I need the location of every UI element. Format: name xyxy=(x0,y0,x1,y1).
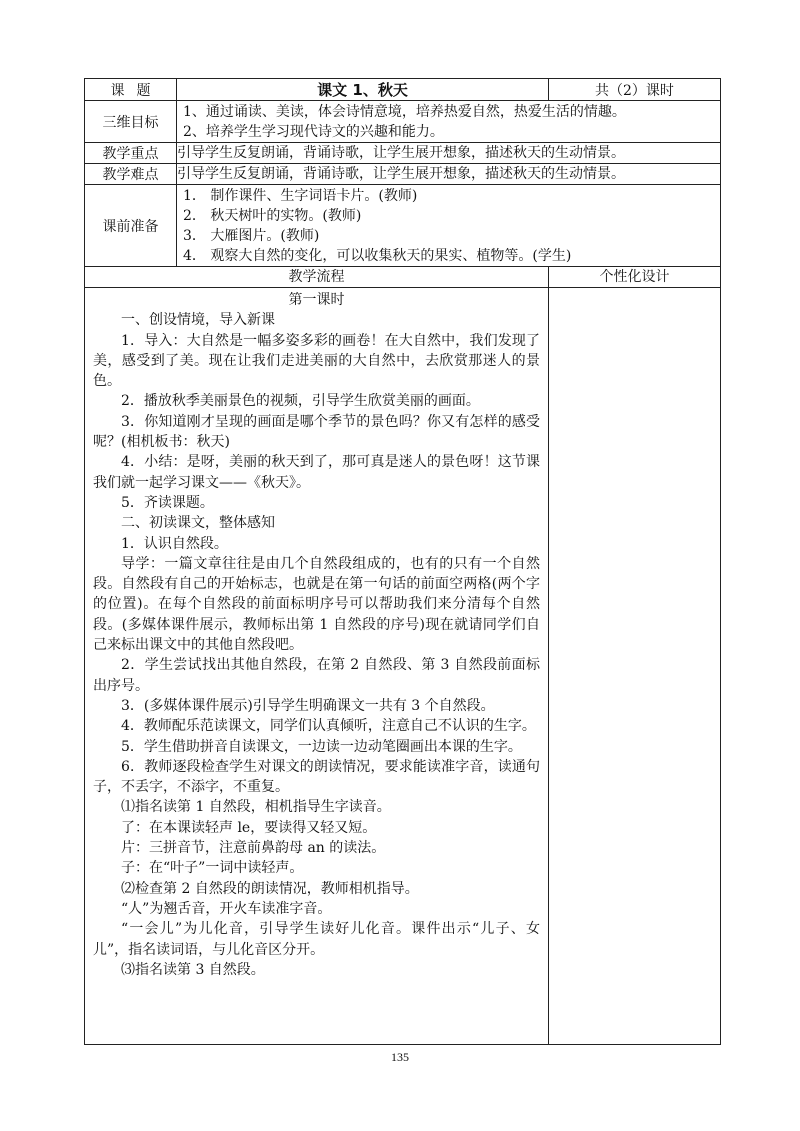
flow-paragraph: 6．教师逐段检查学生对课文的朗读情况，要求能读准字音，读通句子，不丢字，不添字，不重复。 xyxy=(93,758,540,796)
prep-item: 2． 秋天树叶的实物。(教师) xyxy=(183,207,362,224)
design-column xyxy=(549,288,721,1045)
goals-content xyxy=(177,101,721,143)
prep-label: 课前准备 xyxy=(85,185,177,267)
flow-paragraph: 2．学生尝试找出其他自然段，在第 2 自然段、第 3 自然段前面标出序号。 xyxy=(93,657,540,694)
flow-content xyxy=(85,288,549,1045)
flow-paragraph: 导学：一篇文章往往是由几个自然段组成的，也有的只有一个自然段。自然段有自己的开始标志，也就是在第一句话的前面空两格(两个字的位置)。在每个自然段的前面标明序号可以帮助我们来分清每个自然段。(多媒体课件展示，教师标出第 1 自然段的序号)现在就请同学们自己来标出课文中的其他自然段吧。 xyxy=(93,555,540,654)
flow-paragraph: 子：在“叶子”一词中读轻声。 xyxy=(121,860,304,877)
flow-paragraph: 二、初读课文，整体感知 xyxy=(121,515,275,532)
keypoint-content: 引导学生反复朗诵，背诵诗歌，让学生展开想象，描述秋天的生动情景。 xyxy=(177,143,721,164)
prep-item: 4． 观察大自然的变化，可以收集秋天的果实、植物等。(学生) xyxy=(183,247,572,264)
flow-paragraph: ⑶指名读第 3 自然段。 xyxy=(121,961,265,978)
flow-paragraph: 3．你知道刚才呈现的画面是哪个季节的景色吗？你又有怎样的感受呢？(相机板书：秋天) xyxy=(93,413,540,451)
flow-paragraph: 1．导入：大自然是一幅多姿多彩的画卷！在大自然中，我们发现了美，感受到了美。现在让我们走进美丽的大自然中，去欣赏那迷人的景色。 xyxy=(93,332,540,390)
flow-paragraph: 5．学生借助拼音自读课文，一边读一边动笔圈画出本课的生字。 xyxy=(121,738,522,755)
flow-paragraph: 3．(多媒体课件展示)引导学生明确课文一共有 3 个自然段。 xyxy=(121,697,495,714)
prep-item: 3． 大雁图片。(教师) xyxy=(183,227,320,244)
keypoint-label: 教学重点 xyxy=(85,143,177,164)
difficulty-content: 引导学生反复朗诵，背诵诗歌，让学生展开想象，描述秋天的生动情景。 xyxy=(177,164,721,185)
prep-content xyxy=(177,185,721,267)
flow-paragraph: 1．认识自然段。 xyxy=(121,535,228,552)
flow-paragraph: ⑴指名读第 1 自然段，相机指导生字读音。 xyxy=(121,799,391,816)
topic-label: 课题 xyxy=(85,79,177,101)
flow-paragraph: 2．播放秋季美丽景色的视频，引导学生欣赏美丽的画面。 xyxy=(121,393,480,410)
lesson-plan-table xyxy=(84,78,721,1045)
flow-paragraph: “一会儿”为儿化音，引导学生读好儿化音。课件出示“儿子、女儿”，指名读词语，与儿化音区分开。 xyxy=(93,921,540,958)
flow-paragraph: 一、创设情境，导入新课 xyxy=(121,312,275,329)
lesson-title: 课文 1、秋天 xyxy=(177,79,549,101)
lesson-hours: 共（2）课时 xyxy=(549,79,721,101)
flow-paragraph: “人”为翘舌音，开火车读准字音。 xyxy=(121,900,332,917)
goals-label: 三维目标 xyxy=(85,101,177,143)
difficulty-label: 教学难点 xyxy=(85,164,177,185)
goal-line: 1、通过诵读、美读，体会诗情意境，培养热爱自然，热爱生活的情趣。 xyxy=(183,103,626,120)
lesson-section-title: 第一课时 xyxy=(288,292,345,308)
flow-paragraph: ⑵检查第 2 自然段的朗读情况，教师相机指导。 xyxy=(121,880,419,897)
flow-paragraph: 片：三拼音节，注意前鼻韵母 an 的读法。 xyxy=(121,840,386,857)
flow-paragraph: 了：在本课读轻声 le，要读得又轻又短。 xyxy=(121,819,377,836)
prep-item: 1． 制作课件、生字词语卡片。(教师) xyxy=(183,187,418,204)
goal-line: 2、培养学生学习现代诗文的兴趣和能力。 xyxy=(183,123,444,140)
flow-header: 教学流程 xyxy=(85,267,549,288)
flow-paragraph: 4．小结：是呀，美丽的秋天到了，那可真是迷人的景色呀！这节课我们就一起学习课文——《秋天》。 xyxy=(93,454,540,491)
page-number: 135 xyxy=(391,1050,409,1064)
design-header: 个性化设计 xyxy=(549,267,721,288)
flow-paragraph: 5．齐读课题。 xyxy=(121,494,214,511)
flow-paragraph: 4．教师配乐范读课文，同学们认真倾听，注意自己不认识的生字。 xyxy=(121,718,536,735)
